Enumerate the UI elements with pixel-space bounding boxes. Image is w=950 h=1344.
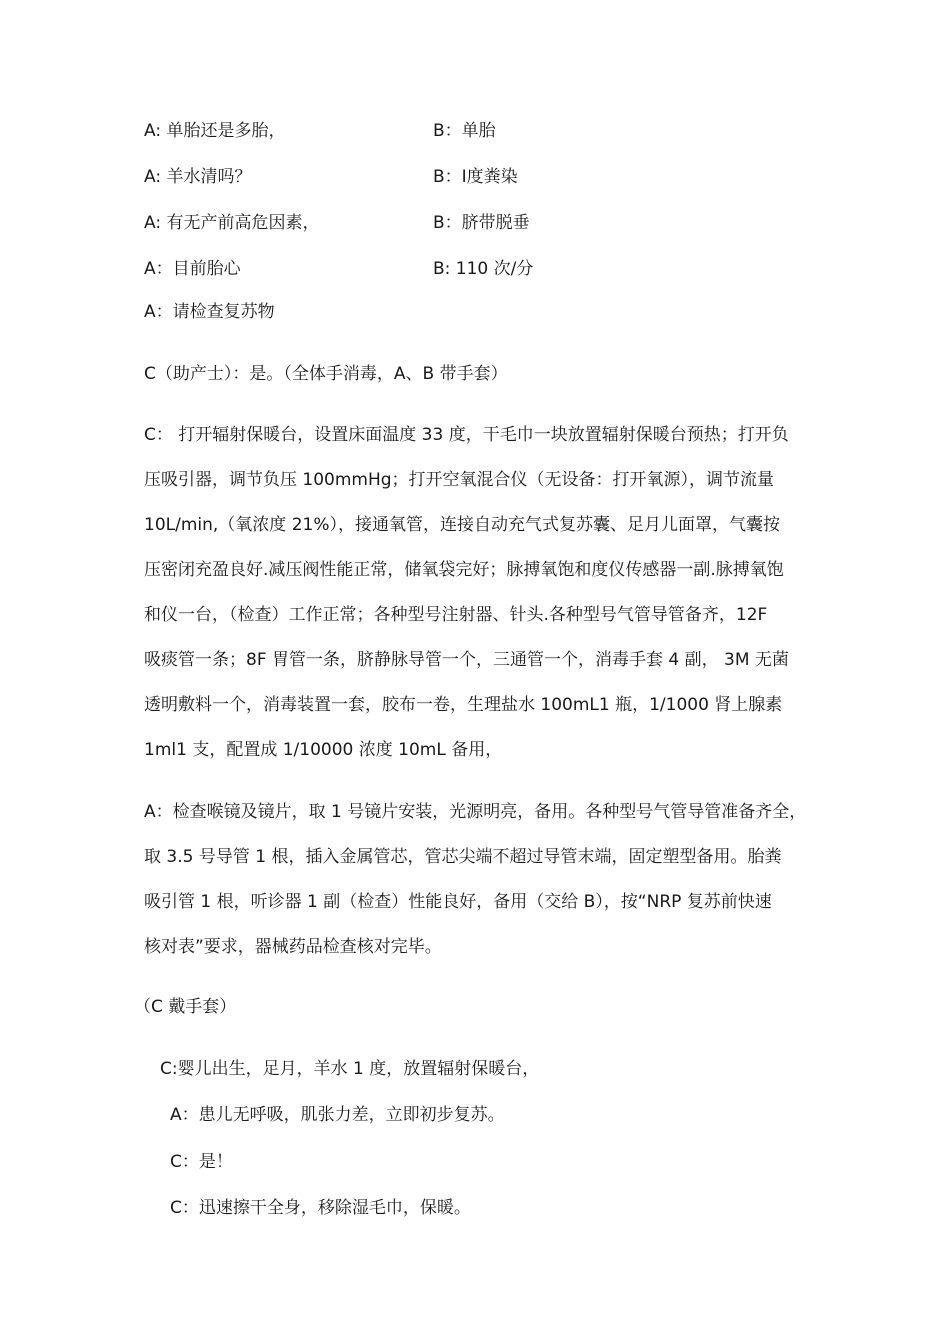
paragraph-line: 1ml1 支，配置成 1/10000 浓度 10mL 备用， (144, 740, 503, 760)
c-gloves-line: （C 戴手套） (134, 997, 237, 1017)
a-preparation-paragraph (144, 800, 806, 980)
paragraph-line: 透明敷料一个，消毒装置一套，胶布一卷，生理盐水 100mL1 瓶，1/1000 肾上腺素 (144, 695, 783, 715)
c-birth-line: C:婴儿出生，足月，羊水 1 度，放置辐射保暖台， (160, 1059, 540, 1079)
answer-b: B：单胎 (433, 121, 496, 141)
paragraph-line: 压吸引器，调节负压 100mmHg；打开空氧混合仪（无设备：打开氧源），调节流量 (144, 470, 775, 490)
a-assess-line: A：患儿无呼吸，肌张力差，立即初步复苏。 (170, 1105, 505, 1125)
paragraph-line: 取 3.5 号导管 1 根，插入金属管芯，管芯尖端不超过导管末端，固定塑型备用。胎粪 (144, 847, 782, 867)
c-preparation-paragraph (144, 423, 789, 783)
paragraph-line: 压密闭充盈良好.减压阀性能正常，储氧袋完好；脉搏氧饱和度仪传感器一副.脉搏氧饱 (144, 560, 784, 580)
paragraph-line: C： 打开辐射保暖台，设置床面温度 33 度，干毛巾一块放置辐射保暖台预热；打开负 (144, 425, 789, 445)
paragraph-line: 核对表”要求，器械药品检查核对完毕。 (144, 937, 442, 957)
c-confirm-line: C（助产士）：是。（全体手消毒，A、B 带手套） (144, 364, 508, 384)
answer-b: B：Ⅰ度粪染 (433, 167, 518, 187)
question-a: A: 有无产前高危因素， (144, 213, 320, 233)
question-a: A: 羊水清吗？ (144, 167, 252, 187)
paragraph-line: 和仪一台，（检查）工作正常；各种型号注射器、针头.各种型号气管导管备齐，12F (144, 605, 768, 625)
c-yes-line: C：是！ (170, 1152, 233, 1172)
question-a: A: 单胎还是多胎， (144, 121, 286, 141)
c-dry-line: C：迅速擦干全身，移除湿毛巾，保暖。 (170, 1198, 471, 1218)
paragraph-line: A：检查喉镜及镜片，取 1 号镜片安装，光源明亮，备用。各种型号气管导管准备齐全， (144, 802, 807, 822)
paragraph-line: 10L/min,（氧浓度 21%），接通氧管，连接自动充气式复苏囊、足月儿面罩，气囊按 (144, 515, 780, 535)
question-a: A：目前胎心 (144, 259, 241, 279)
check-request-line: A：请检查复苏物 (144, 302, 275, 322)
paragraph-line: 吸引管 1 根，听诊器 1 副（检查）性能良好，备用（交给 B），按“NRP 复苏前快速 (144, 892, 772, 912)
answer-b: B: 110 次/分 (433, 259, 534, 279)
answer-b: B：脐带脱垂 (433, 213, 530, 233)
paragraph-line: 吸痰管一条；8F 胃管一条，脐静脉导管一个，三通管一个，消毒手套 4 副， 3M 无菌 (144, 650, 789, 670)
